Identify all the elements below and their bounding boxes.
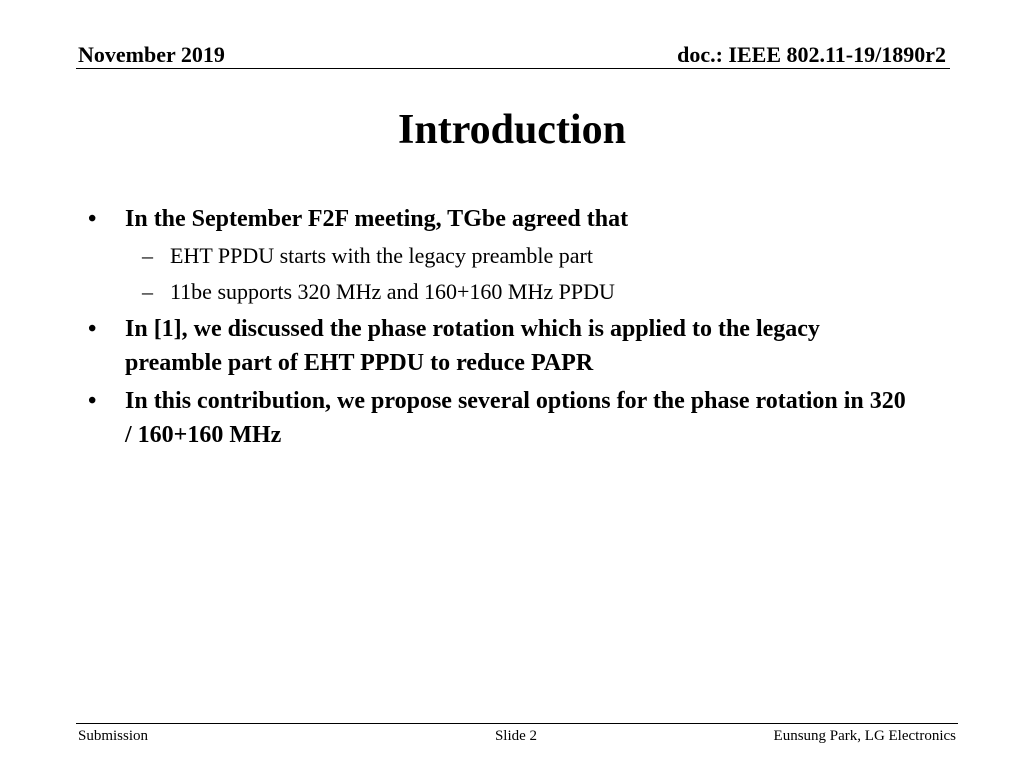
bullet-marker: • (88, 388, 97, 414)
footer-author: Eunsung Park, LG Electronics (773, 728, 956, 744)
bullet-marker: • (88, 206, 97, 232)
header-date: November 2019 (78, 42, 225, 67)
sub-bullet-item (88, 240, 908, 272)
sub-bullet-text: 11be supports 320 MHz and 160+160 MHz PPDU (170, 279, 615, 304)
sub-bullet-text: EHT PPDU starts with the legacy preamble part (170, 243, 593, 268)
sub-bullet-marker: – (142, 243, 153, 268)
footer-submission: Submission (78, 728, 149, 744)
bullet-item (88, 312, 908, 380)
slide-title: Introduction (398, 107, 626, 153)
footer-divider (76, 723, 958, 724)
bullet-text: In [1], we discussed the phase rotation which is applied to the legacy preamble part of EHT PPDU to reduce PAPR (125, 316, 820, 376)
bullet-item (88, 202, 908, 236)
sub-bullet-item (88, 276, 908, 308)
header-divider (76, 68, 950, 69)
bullet-item (88, 384, 908, 452)
footer-slide-number: Slide 2 (494, 728, 538, 744)
bullet-text: In this contribution, we propose several options for the phase rotation in 320 / 160+160 MHz (125, 388, 906, 448)
bullet-text: In the September F2F meeting, TGbe agreed that (125, 206, 629, 232)
bullet-marker: • (88, 316, 97, 342)
header-doc-id: doc.: IEEE 802.11-19/1890r2 (677, 42, 946, 67)
slide-body (88, 202, 908, 456)
sub-bullet-marker: – (142, 279, 153, 304)
